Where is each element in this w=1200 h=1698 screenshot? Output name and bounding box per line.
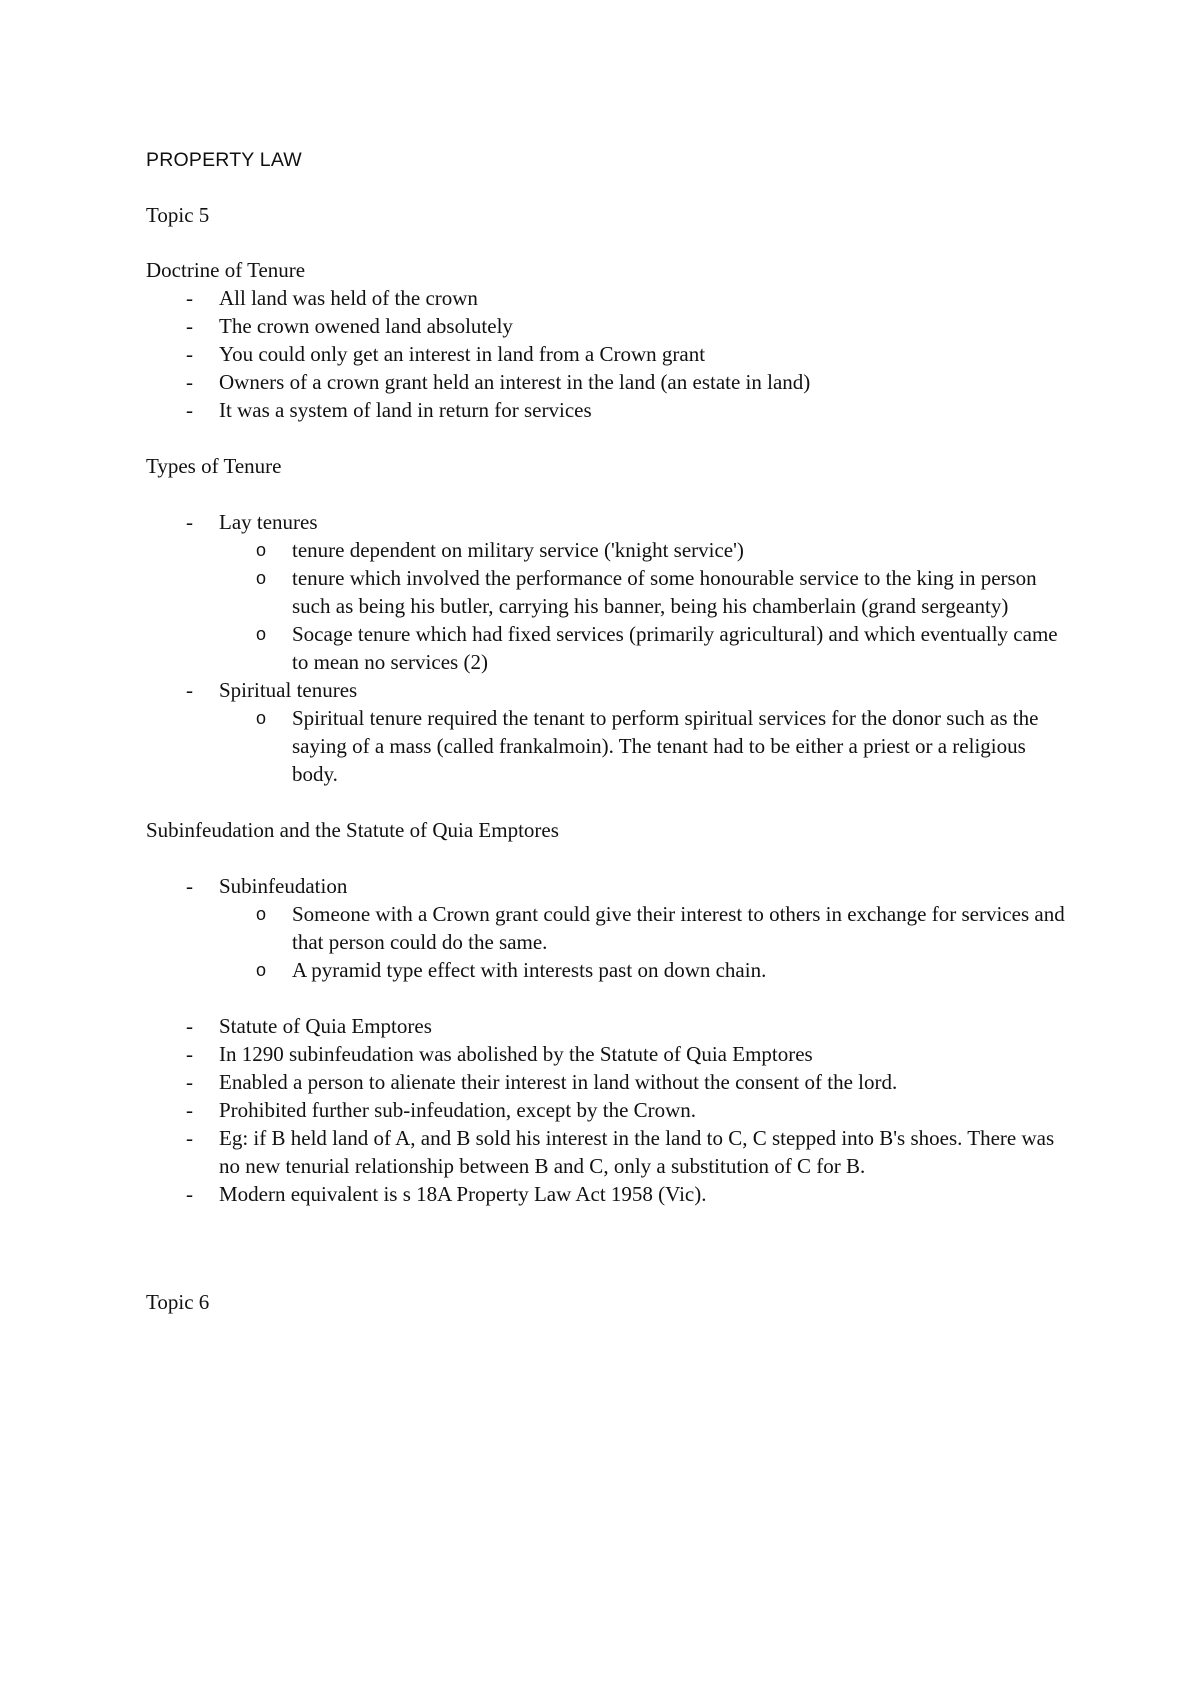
sublist-item: o Someone with a Crown grant could give their interest to others in exchange for services and that person could do the same.	[256, 902, 1065, 954]
dash-marker: -	[186, 1182, 193, 1206]
sublist-item: o tenure which involved the performance of some honourable service to the king in person such as being his butler, carrying his banner, being his chamberlain (grand sergeanty)	[256, 566, 1037, 618]
dash-marker: -	[186, 874, 193, 898]
types-heading: Types of Tenure	[146, 454, 282, 478]
sublist-item: o A pyramid type effect with interests past on down chain.	[256, 958, 767, 982]
list-item: - Spiritual tenures o Spiritual tenure required the tenant to perform spiritual services for the donor such as the saying of a mass (called frankalmoin). The tenant had to be either a priest or a religious body.	[146, 676, 1066, 788]
sublist-item: o tenure dependent on military service ('knight service')	[256, 538, 744, 562]
list-item: - All land was held of the crown	[186, 286, 478, 310]
lay-tenures-sublist	[219, 536, 1066, 676]
topic-6-heading: Topic 6	[146, 1290, 210, 1314]
circle-marker: o	[256, 624, 267, 644]
list-item: - The crown owened land absolutely	[186, 314, 513, 338]
dash-marker: -	[186, 1042, 193, 1066]
circle-marker: o	[256, 960, 267, 980]
types-list	[146, 508, 1066, 788]
dash-marker: -	[186, 342, 193, 366]
list-item: - It was a system of land in return for services	[186, 398, 592, 422]
list-item: - Eg: if B held land of A, and B sold his interest in the land to C, C stepped into B's shoes. There was no new tenurial relationship between B and C, only a substitution of C for B.	[186, 1126, 1055, 1178]
statute-list	[146, 1012, 1066, 1208]
doctrine-heading: Doctrine of Tenure	[146, 258, 306, 282]
dash-marker: -	[186, 398, 193, 422]
list-item: - Enabled a person to alienate their interest in land without the consent of the lord.	[186, 1070, 898, 1094]
circle-marker: o	[256, 540, 267, 560]
dash-marker: -	[186, 314, 193, 338]
dash-marker: -	[186, 370, 193, 394]
list-item: - Prohibited further sub-infeudation, except by the Crown.	[186, 1098, 697, 1122]
dash-marker: -	[186, 286, 193, 310]
dash-marker: -	[186, 1070, 193, 1094]
list-item: - Statute of Quia Emptores	[186, 1014, 432, 1038]
dash-marker: -	[186, 1014, 193, 1038]
list-item: - Subinfeudation o Someone with a Crown grant could give their interest to others in exchange for services and that person could do the same. o A pyramid type effect with interests past on down chain.	[186, 874, 1065, 982]
dash-marker: -	[186, 510, 193, 534]
sublist-item: o Spiritual tenure required the tenant to perform spiritual services for the donor such as the saying of a mass (called frankalmoin). The tenant had to be either a priest or a religious body.	[256, 706, 1039, 786]
document-content	[146, 146, 1066, 1316]
circle-marker: o	[256, 708, 267, 728]
subinfeudation-list	[146, 872, 1066, 984]
circle-marker: o	[256, 904, 267, 924]
list-item: - Owners of a crown grant held an interest in the land (an estate in land)	[186, 370, 811, 394]
topic-5-heading: Topic 5	[146, 203, 210, 227]
sublist-item: o Socage tenure which had fixed services (primarily agricultural) and which eventually came to mean no services (2)	[256, 622, 1058, 674]
list-item: - In 1290 subinfeudation was abolished by the Statute of Quia Emptores	[186, 1042, 813, 1066]
subinfeudation-sublist	[219, 900, 1066, 984]
document-title: PROPERTY LAW	[146, 149, 302, 171]
spiritual-tenures-sublist	[219, 704, 1066, 788]
subinfeudation-heading: Subinfeudation and the Statute of Quia Emptores	[146, 818, 559, 842]
list-item: - Lay tenures o tenure dependent on military service ('knight service') o tenure which involved the performance of some honourable service to the king in person such as being his butler, carrying his banner, being his chamberlain (grand sergeanty) o Socage tenure which had fixed services (primarily agricultural) and which eventually came to mean no services (2)	[146, 508, 1066, 676]
circle-marker: o	[256, 568, 267, 588]
dash-marker: -	[186, 1126, 193, 1150]
dash-marker: -	[186, 678, 193, 702]
list-item: - Modern equivalent is s 18A Property Law Act 1958 (Vic).	[186, 1182, 707, 1206]
doctrine-list	[146, 284, 1066, 424]
list-item: - You could only get an interest in land from a Crown grant	[186, 342, 706, 366]
dash-marker: -	[186, 1098, 193, 1122]
